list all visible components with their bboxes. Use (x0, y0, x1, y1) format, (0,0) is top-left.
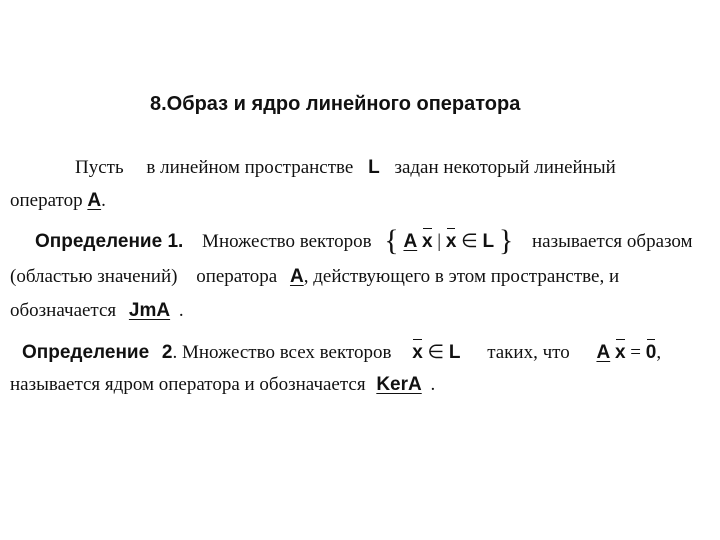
equation-vector-x: x (614, 342, 626, 363)
definition-1-text-5: , действующего в этом пространстве, и (303, 266, 620, 287)
equation-operator: A (596, 342, 611, 363)
paragraph-intro-line2 (10, 190, 106, 212)
page-title: 8.Образ и ядро линейного оператора (150, 93, 521, 115)
intro-word: Пусть (75, 157, 124, 178)
definition-1-text-4: оператора (196, 266, 278, 287)
kernel-notation: KerA (376, 374, 422, 395)
set-vector-x2: x (445, 231, 457, 252)
space-symbol: L (448, 342, 461, 363)
definition-1-text-2: называется образом (531, 231, 693, 252)
equals-sign: = (630, 342, 641, 363)
comma: , (656, 342, 662, 363)
definition-1-text-6: обозначается (10, 300, 117, 321)
definition-2-line1 (22, 342, 661, 364)
element-of-symbol: ∈ (427, 342, 445, 363)
set-brace-open: { (384, 224, 399, 257)
definition-1-text-3: (областью значений) (10, 266, 178, 287)
operator-symbol-2: A (289, 266, 304, 287)
set-separator: | (437, 231, 442, 252)
vector-x: x (412, 342, 423, 363)
period: . (430, 374, 436, 395)
definition-1-line1 (35, 224, 693, 257)
definition-1-line2 (10, 266, 619, 288)
intro-operator-word: оператор (10, 190, 83, 211)
definition-1-text: Множество векторов (202, 231, 372, 252)
set-vector-x: x (421, 231, 433, 252)
definition-2-line2 (10, 374, 435, 396)
set-operator: A (403, 231, 418, 252)
definition-2-text: . Множество всех векторов (172, 342, 392, 363)
period: . (101, 190, 106, 211)
intro-text-2: задан некоторый линейный (394, 157, 616, 178)
period: . (178, 300, 184, 321)
paragraph-intro-line1 (75, 157, 616, 179)
zero-vector: 0 (645, 342, 657, 363)
image-notation: JmA (128, 300, 171, 321)
element-of-symbol: ∈ (461, 231, 478, 252)
definition-1-line3 (10, 300, 184, 322)
operator-symbol: A (87, 190, 102, 211)
intro-text: в линейном пространстве (146, 157, 354, 178)
definition-2-text-2: таких, что (487, 342, 570, 363)
space-symbol: L (368, 157, 380, 178)
definition-2-label: Определение (22, 342, 150, 363)
definition-1-label: Определение 1. (35, 231, 184, 252)
set-brace-close: } (498, 224, 514, 257)
definition-2-number: 2 (161, 342, 173, 363)
definition-2-text-3: называется ядром оператора и обозначается (10, 374, 366, 395)
set-space: L (482, 231, 495, 252)
